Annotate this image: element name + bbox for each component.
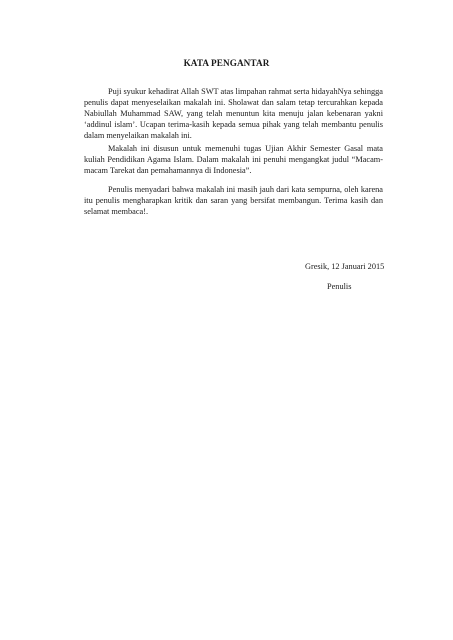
paragraph-gratitude: Puji syukur kehadirat Allah SWT atas limpahan rahmat serta hidayahNya sehingga penulis dapat menyeselaikan makalah ini. Sholawat dan salam tetap tercurahkan kepada Nabiullah Muhammad SAW, yang telah menuntun kita menuju jalan kebenaran yakni ‘addinul islam’. Ucapan terima-kasih kepada semua pihak yang telah membantu penulis dalam menyelaikan makalah ini. — [84, 87, 383, 140]
place-and-date: Gresik, 12 Januari 2015 — [305, 262, 385, 271]
paragraph-closing: Penulis menyadari bahwa makalah ini masih jauh dari kata sempurna, oleh karena itu penulis mengharapkan kritik dan saran yang bersifat membangun. Terima kasih dan selamat membaca!. — [84, 185, 383, 216]
paragraph-purpose: Makalah ini disusun untuk memenuhi tugas Ujian Akhir Semester Gasal mata kuliah Pendidikan Agama Islam. Dalam makalah ini penuhi mengangkat judul “Macam-macam Tarekat dan pemahamannya di Indonesia”. — [84, 144, 383, 175]
author-signature: Penulis — [327, 282, 352, 291]
document-title: KATA PENGANTAR — [183, 58, 270, 68]
